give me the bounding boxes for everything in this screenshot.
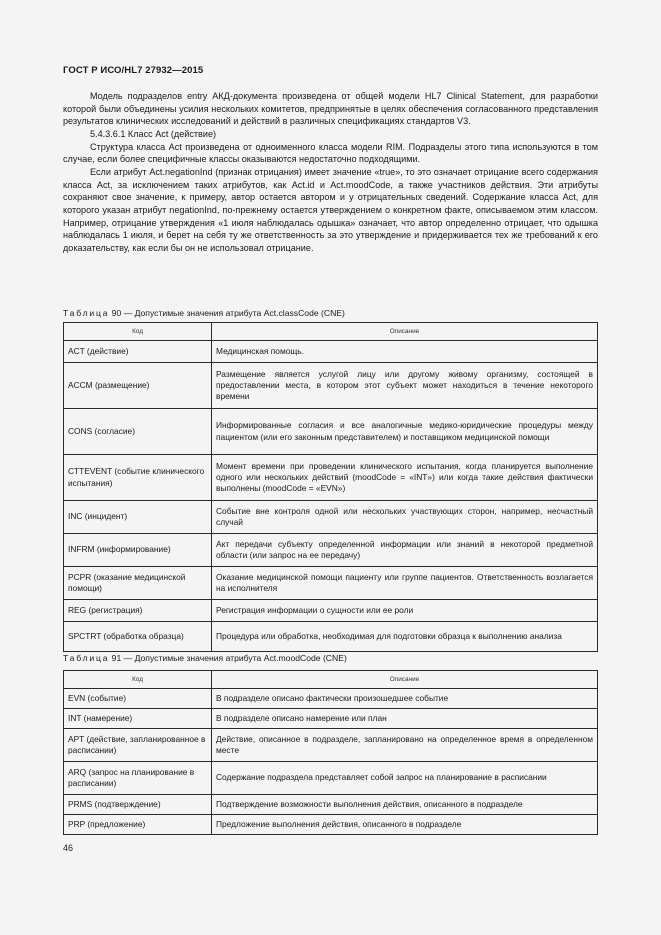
table-row xyxy=(64,795,598,815)
code-cell: CTTEVENT (событие клинического испытания) xyxy=(64,455,212,501)
description-cell: Подтверждение возможности выполнения действия, описанного в подразделе xyxy=(212,795,598,815)
table-91-caption xyxy=(63,653,347,663)
caption-label: Таблица xyxy=(63,308,110,318)
table-row xyxy=(64,363,598,409)
table-row xyxy=(64,689,598,709)
table-row xyxy=(64,762,598,795)
description-cell: Процедура или обработка, необходимая для подготовки образца к выполнению анализа xyxy=(212,622,598,652)
description-cell: Предложение выполнения действия, описанного в подразделе xyxy=(212,815,598,835)
description-cell: Информированные согласия и все аналогичные медико-юридические процедуры между пациентом (или его законным представителем) и поставщиком медицинской помощи xyxy=(212,409,598,455)
code-cell: ACT (действие) xyxy=(64,341,212,363)
description-cell: Акт передачи субъекту определенной информации или знаний в некоторой предметной области (или запрос на ее передачу) xyxy=(212,534,598,567)
table-91 xyxy=(63,670,598,835)
column-header-description: Описание xyxy=(212,323,598,341)
column-header-description: Описание xyxy=(212,671,598,689)
table-row xyxy=(64,567,598,600)
code-cell: PCPR (оказание медицинской помощи) xyxy=(64,567,212,600)
code-cell: SPCTRT (обработка образца) xyxy=(64,622,212,652)
code-cell: ACCM (размещение) xyxy=(64,363,212,409)
code-cell: INFRM (информирование) xyxy=(64,534,212,567)
page-number: 46 xyxy=(63,843,74,853)
code-cell: CONS (согласие) xyxy=(64,409,212,455)
code-cell: ARQ (запрос на планирование в расписании) xyxy=(64,762,212,795)
description-cell: Действие, описанное в подразделе, запланировано на определенное время в определенном месте xyxy=(212,729,598,762)
body-text xyxy=(63,90,598,255)
paragraph: Если атрибут Act.negationInd (признак отрицания) имеет значение «true», то это означает отрицание всего содержания класса Act, за исключением таких атрибутов, как Act.id и Act.moodCode, а также участников действия. Эти атрибуты сохраняют свое значение, к примеру, автор остается автором и у отрицательных сведений. Содержание класса Act, для которого указан атрибут negationInd, по-прежнему остается утверждением о конкретном факте, описываемом этим классом. Например, отрицание утверждения «1 июля наблюдалась одышка» означает, что автор определенно отрицает, что одышка наблюдалась 1 июля, и берет на себя ту же ответственность за это утверждение и придерживается тех же требований к его доказательству, как если бы он не использовал отрицание. xyxy=(63,166,598,253)
description-cell: Событие вне контроля одной или нескольких участвующих сторон, например, несчастный случай xyxy=(212,501,598,534)
description-cell: Момент времени при проведении клинического испытания, когда планируется выполнение одного или нескольких действий (moodCode = «INT») или когда такие действия фактически выполнены (moodCode = «EVN») xyxy=(212,455,598,501)
document-header: ГОСТ Р ИСО/HL7 27932—2015 xyxy=(63,65,204,76)
description-cell: В подразделе описано фактически произошедшее событие xyxy=(212,689,598,709)
code-cell: INC (инцидент) xyxy=(64,501,212,534)
code-cell: REG (регистрация) xyxy=(64,600,212,622)
column-header-code: Код xyxy=(64,671,212,689)
description-cell: Оказание медицинской помощи пациенту или группе пациентов. Ответственность возлагается на исполнителя xyxy=(212,567,598,600)
code-cell: EVN (событие) xyxy=(64,689,212,709)
paragraph: Модель подразделов entry АКД-документа произведена от общей модели HL7 Clinical Statement, для разработки которой были объединены усилия нескольких комитетов, предпринятые в целях обеспечения согласованного представления результатов клинических исследований и действий в различных спецификациях стандартов V3. xyxy=(63,91,598,127)
section-heading: 5.4.3.6.1 Класс Act (действие) xyxy=(90,128,217,139)
table-90 xyxy=(63,322,598,652)
column-header-code: Код xyxy=(64,323,212,341)
table-row xyxy=(64,815,598,835)
table-row xyxy=(64,709,598,729)
caption-text: 90 — Допустимые значения атрибута Act.classCode (CNE) xyxy=(109,308,345,318)
caption-label: Таблица xyxy=(63,653,110,663)
description-cell: Содержание подраздела представляет собой запрос на планирование в расписании xyxy=(212,762,598,795)
table-row xyxy=(64,341,598,363)
table-row xyxy=(64,534,598,567)
description-cell: В подразделе описано намерение или план xyxy=(212,709,598,729)
table-row xyxy=(64,501,598,534)
code-cell: PRMS (подтверждение) xyxy=(64,795,212,815)
code-cell: APT (действие, запланированное в расписании) xyxy=(64,729,212,762)
paragraph: Структура класса Act произведена от одноименного класса модели RIM. Подразделы этого типа используются в том случае, если более специфичные классы оказываются недостаточно подходящими. xyxy=(63,141,598,165)
table-row xyxy=(64,729,598,762)
table-row xyxy=(64,600,598,622)
table-row xyxy=(64,622,598,652)
caption-text: 91 — Допустимые значения атрибута Act.moodCode (CNE) xyxy=(109,653,347,663)
table-row xyxy=(64,455,598,501)
code-cell: INT (намерение) xyxy=(64,709,212,729)
code-cell: PRP (предложение) xyxy=(64,815,212,835)
description-cell: Медицинская помощь. xyxy=(212,341,598,363)
table-row xyxy=(64,409,598,455)
description-cell: Регистрация информации о сущности или ее роли xyxy=(212,600,598,622)
table-90-caption xyxy=(63,308,345,318)
description-cell: Размещение является услугой лицу или другому живому организму, состоящей в предоставлении места, в котором этот субъект может находиться в течение некоторого времени xyxy=(212,363,598,409)
